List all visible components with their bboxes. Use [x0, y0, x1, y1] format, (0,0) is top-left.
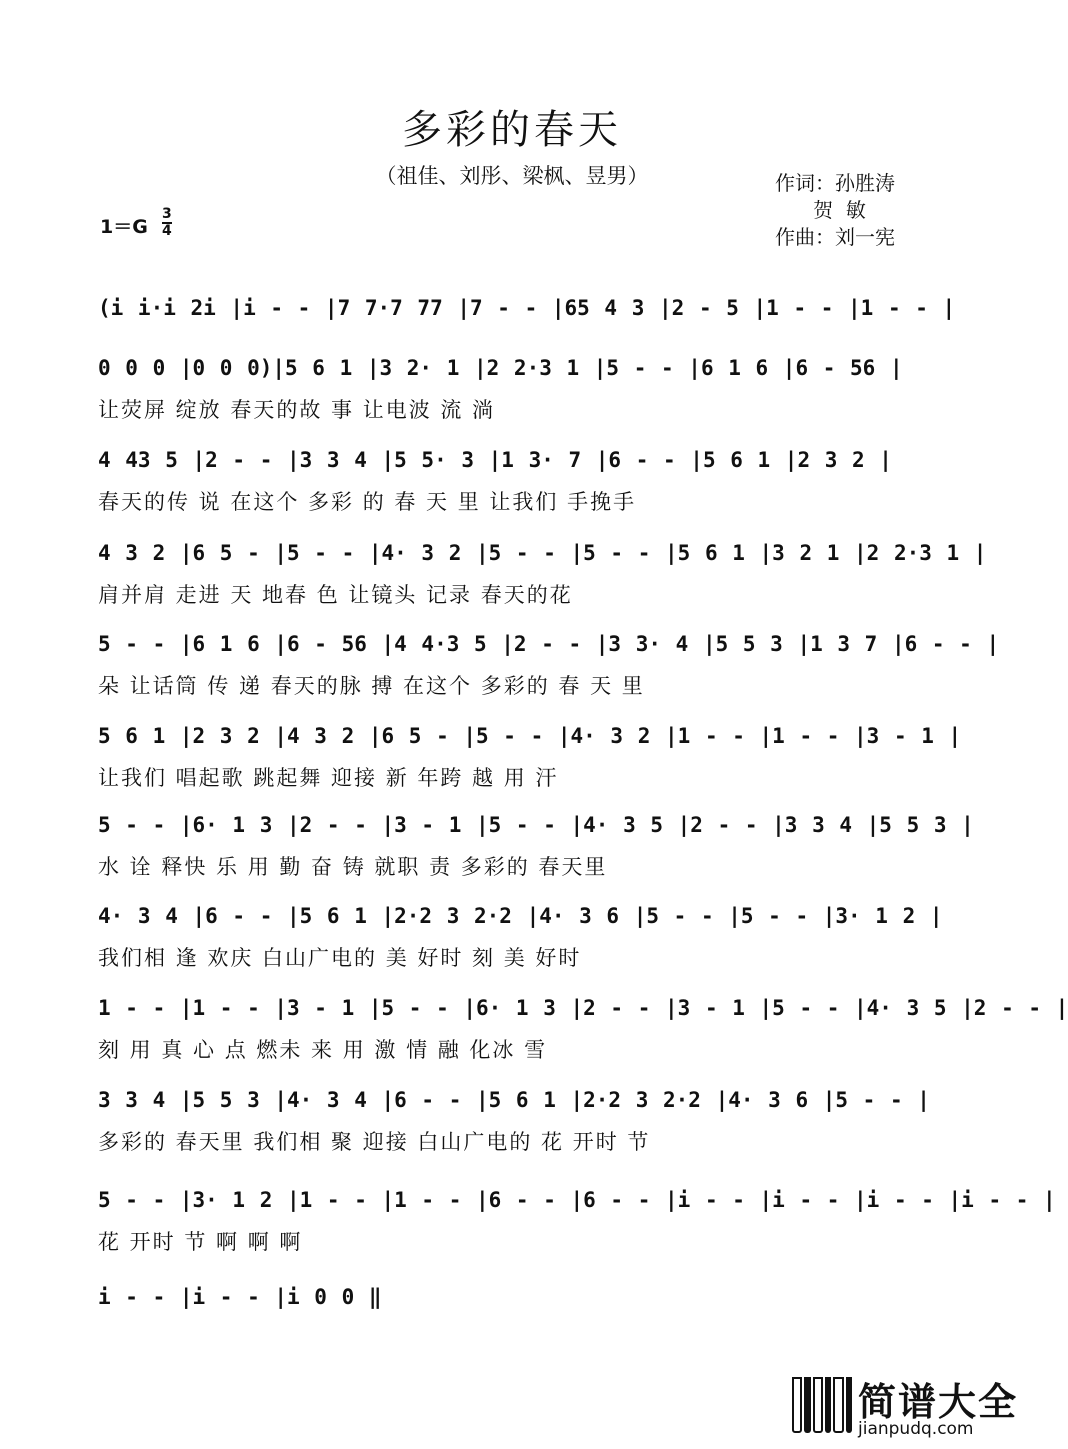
lyric-line: 肩并肩 走进 天 地春 色 让镜头 记录 春天的花	[98, 583, 573, 607]
score-row	[98, 1180, 1056, 1270]
score-row	[98, 440, 928, 530]
lyric-line: 我们相 逢 欢庆 白山广电的 美 好时 刻 美 好时	[98, 946, 582, 970]
notation-line: 3 3 4 |5 5 3 |4· 3 4 |6 - - |5 6 1 |2·2 3 2·2 |4· 3 6 |5 - - |	[98, 1088, 930, 1112]
composer-line: 作曲：刘一宪	[775, 225, 895, 249]
time-signature-top: 3	[162, 206, 172, 222]
score-row	[98, 896, 943, 986]
lyric-line: 春天的传 说 在这个 多彩 的 春 天 里 让我们 手挽手	[98, 490, 637, 514]
score-row	[98, 805, 974, 895]
lyricist-line-2: 贺 敏	[775, 198, 866, 222]
performers-subtitle: （祖佳、刘彤、梁枫、昱男）	[375, 164, 649, 188]
brand-name: 简谱大全	[858, 1380, 1019, 1424]
score-row	[98, 624, 1000, 714]
notation-line: 4 43 5 |2 - - |3 3 4 |5 5· 3 |1 3· 7 |6 - - |5 6 1 |2 3 2 |	[98, 448, 892, 472]
site-watermark[interactable]	[792, 1371, 1018, 1443]
score-row	[98, 1080, 928, 1170]
time-signature-bottom: 4	[162, 223, 172, 239]
score-row	[98, 988, 1068, 1078]
notation-line: 5 6 1 |2 3 2 |4 3 2 |6 5 - |5 - - |4· 3 2 |1 - - |1 - - |3 - 1 |	[98, 724, 962, 748]
notation-line: 5 - - |6· 1 3 |2 - - |3 - 1 |5 - - |4· 3 5 |2 - - |3 3 4 |5 5 3 |	[98, 813, 974, 837]
lyric-line: 多彩的 春天里 我们相 聚 迎接 白山广电的 花 开时 节	[98, 1130, 651, 1154]
time-signature	[162, 207, 172, 238]
score-row	[98, 716, 962, 806]
lyric-line: 刻 用 真 心 点 燃未 来 用 激 情 融 化冰 雪	[98, 1038, 548, 1062]
notation-line: 4· 3 4 |6 - - |5 6 1 |2·2 3 2·2 |4· 3 6 |5 - - |5 - - |3· 1 2 |	[98, 904, 943, 928]
notation-line: 4 3 2 |6 5 - |5 - - |4· 3 2 |5 - - |5 - - |5 6 1 |3 2 1 |2 2·3 1 |	[98, 541, 987, 565]
brand-url: jianpudq.com	[858, 1419, 974, 1439]
lyric-line: 让我们 唱起歌 跳起舞 迎接 新 年跨 越 用 汗	[98, 766, 559, 790]
score-row	[98, 533, 987, 623]
lyric-line: 朵 让话筒 传 递 春天的脉 搏 在这个 多彩的 春 天 里	[98, 674, 645, 698]
score-row	[98, 348, 928, 438]
lyricist-line: 作词：孙胜涛	[775, 171, 895, 195]
notation-line: i - - |i - - |i 0 0 ‖	[98, 1285, 382, 1309]
notation-line: 5 - - |6 1 6 |6 - 56 |4 4·3 5 |2 - - |3 3· 4 |5 5 3 |1 3 7 |6 - - |	[98, 632, 1000, 656]
key-signature: 1＝G	[100, 216, 148, 238]
notation-line: 5 - - |3· 1 2 |1 - - |1 - - |6 - - |6 - - |i - - |i - - |i - - |i - - |	[98, 1188, 1056, 1212]
song-title: 多彩的春天	[402, 107, 622, 153]
lyric-line	[98, 1323, 928, 1355]
notation-line: 0 0 0 |0 0 0)|5 6 1 |3 2· 1 |2 2·3 1 |5 - - |6 1 6 |6 - 56 |	[98, 356, 903, 380]
score-row	[98, 1277, 928, 1367]
piano-keys-icon	[792, 1377, 852, 1433]
lyric-line: 花 开时 节 啊 啊 啊	[98, 1230, 303, 1254]
lyric-line: 水 诠 释快 乐 用 勤 奋 铸 就职 责 多彩的 春天里	[98, 855, 608, 879]
credits-block	[775, 170, 895, 251]
notation-line: 1 - - |1 - - |3 - 1 |5 - - |6· 1 3 |2 - - |3 - 1 |5 - - |4· 3 5 |2 - - |	[98, 996, 1068, 1020]
notation-line: (i i·i 2i |i - - |7 7·7 77 |7 - - |65 4 3 |2 - 5 |1 - - |1 - - |	[98, 296, 956, 320]
lyric-line: 让荧屏 绽放 春天的故 事 让电波 流 淌	[98, 398, 496, 422]
